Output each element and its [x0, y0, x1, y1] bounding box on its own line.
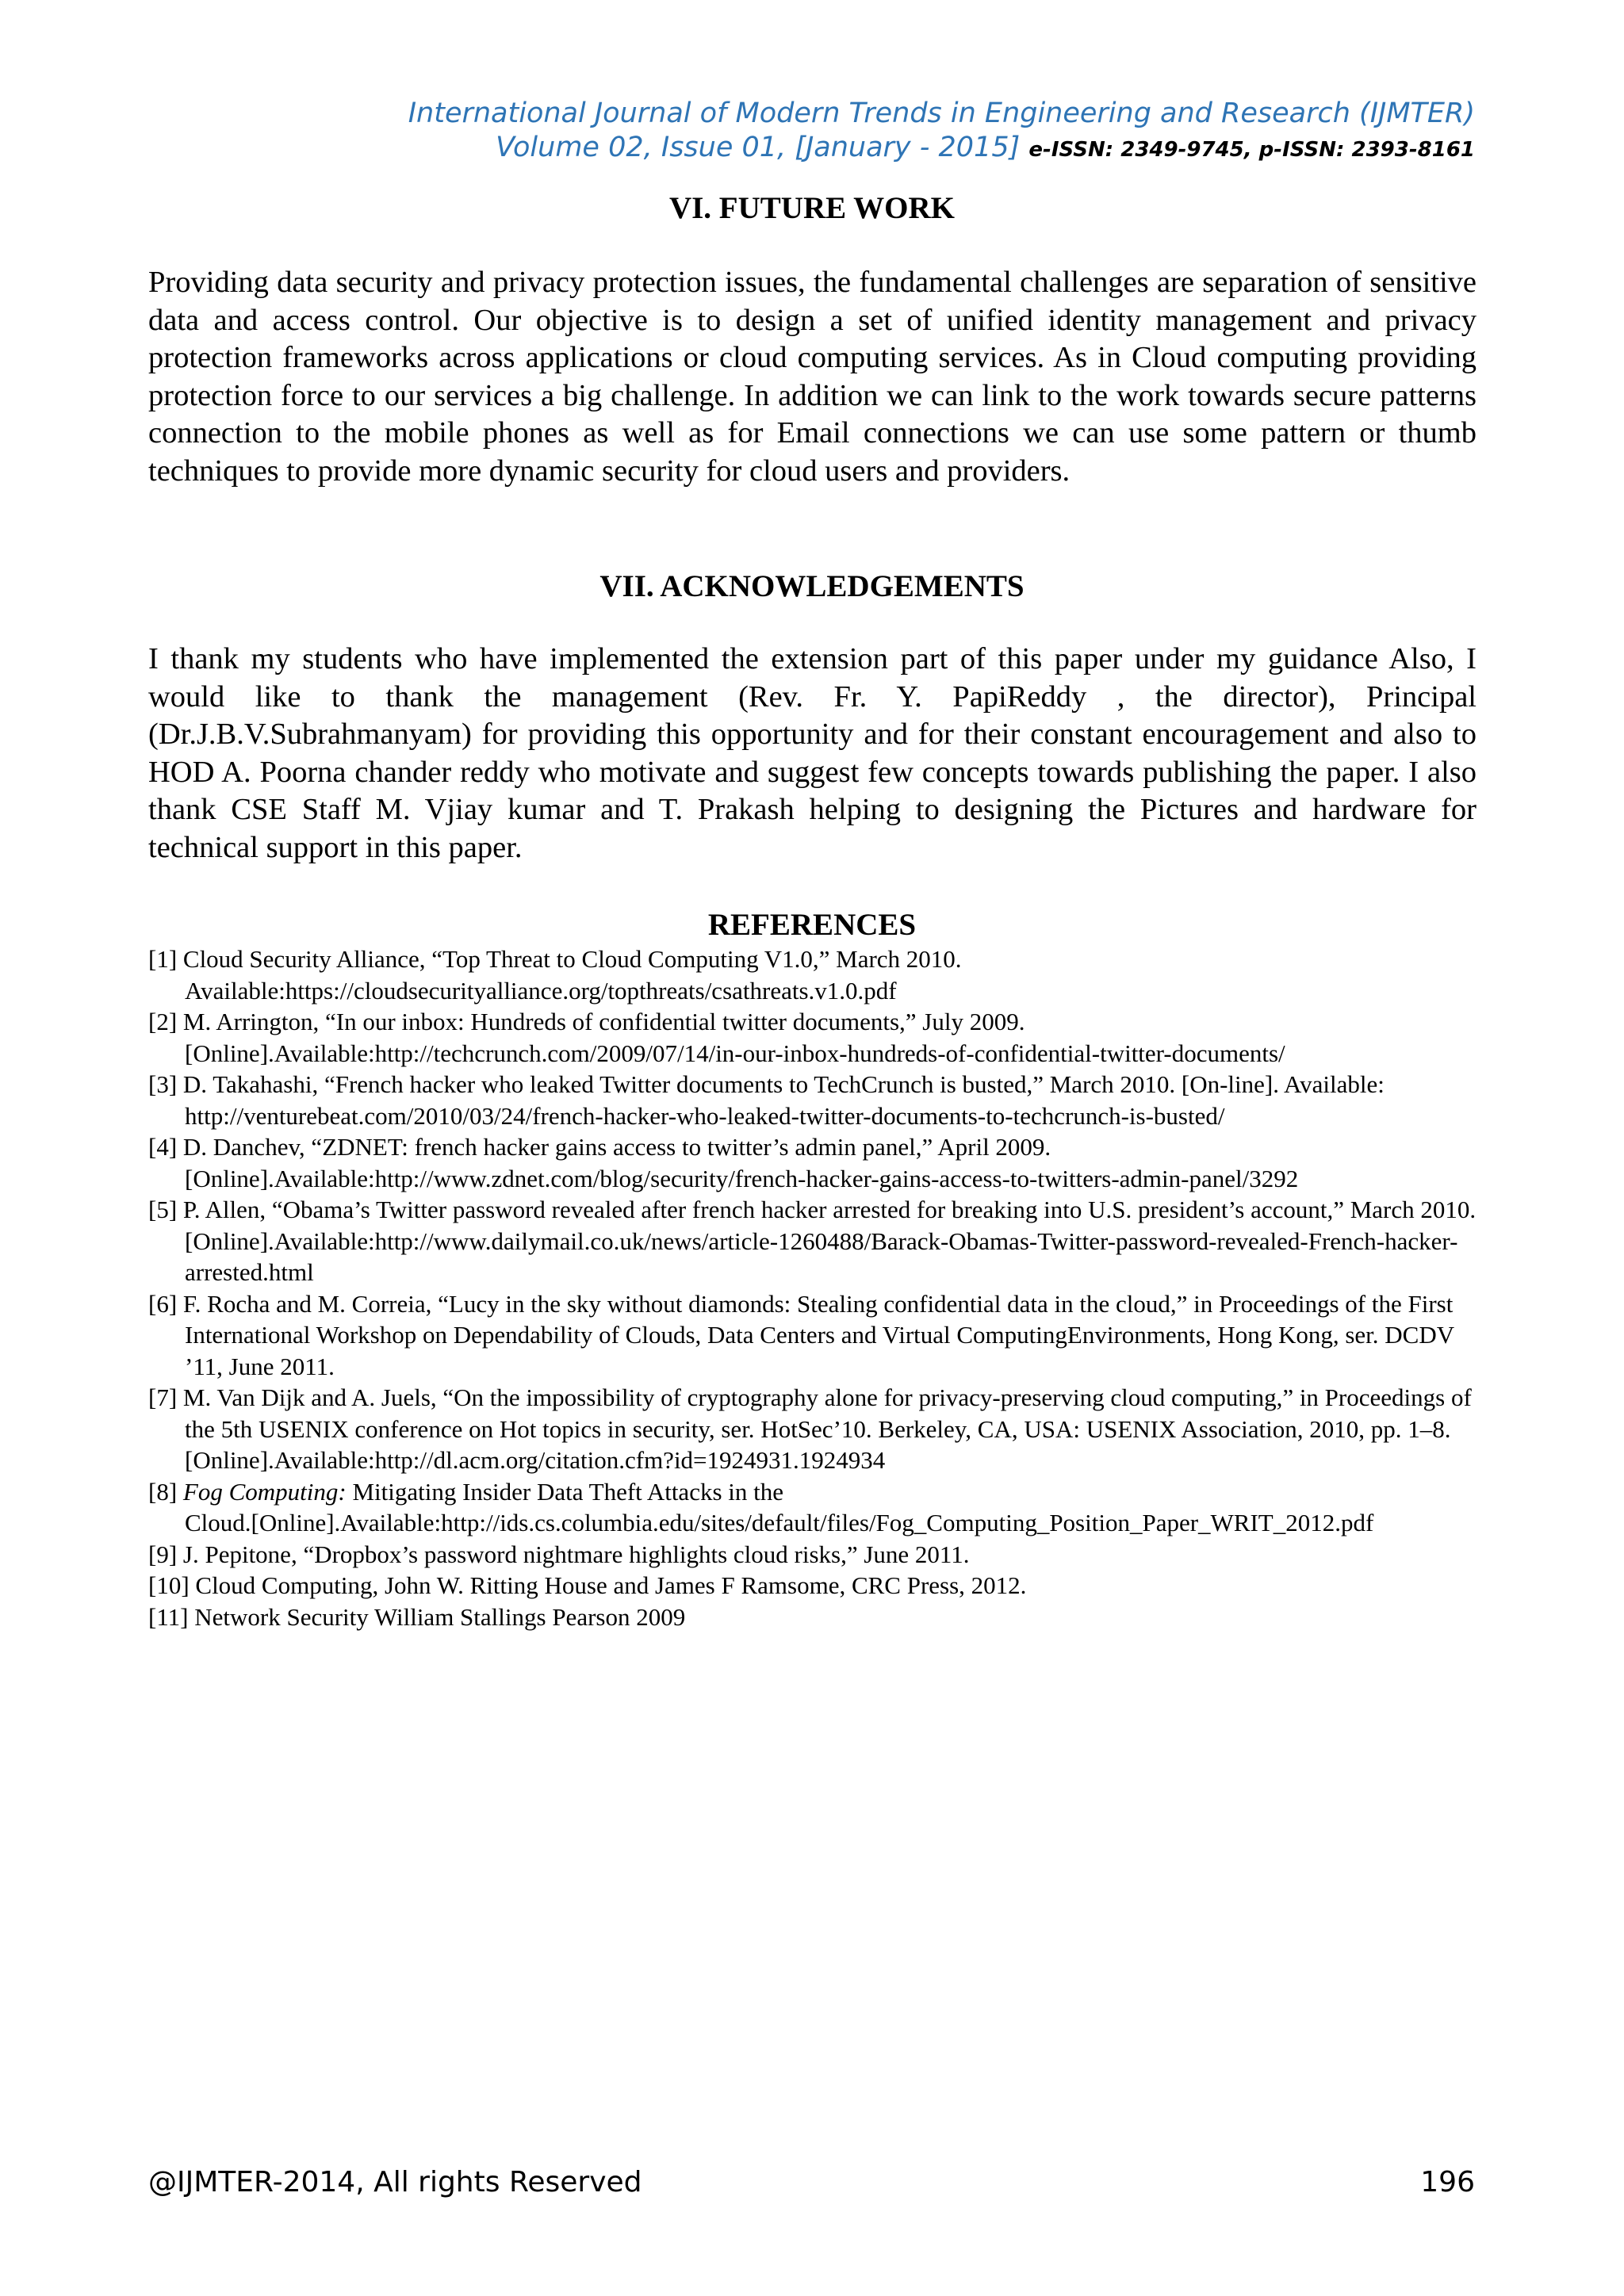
reference-item: [7] M. Van Dijk and A. Juels, “On the impossibility of cryptography alone for privacy-preserving cloud computing,” in Proceedings of the 5th USENIX conference on Hot topics in security, ser. HotSec’10. Berkeley, CA, USA: USENIX Association, 2010, pp. 1–8. [Online].Available:http://dl.acm.org/citation.cfm?id=1924931.1924934	[148, 1383, 1472, 1474]
reference-item: [10] Cloud Computing, John W. Ritting House and James F Ramsome, CRC Press, 2012.	[148, 1571, 1027, 1599]
acknowledgements-paragraph: I thank my students who have implemented the extension part of this paper under my guidance Also, I would like to thank the management (Rev. Fr. Y. PapiReddy , the director), Principal (Dr.J.B.V.Subrahmanyam) for providing this opportunity and for their constant encouragement and also to HOD A. Poorna chander reddy who motivate and suggest few concepts towards publishing the paper. I also thank CSE Staff M. Vjiay kumar and T. Prakash helping to designing the Pictures and hardware for technical support in this paper.	[148, 642, 1477, 864]
acknowledgements-heading: VII. ACKNOWLEDGEMENTS	[599, 569, 1025, 603]
reference-item: [8] Fog Computing: Mitigating Insider Data Theft Attacks in the Cloud.[Online].Available:http://ids.cs.columbia.edu/sites/default/files/Fog_Computing_Position_Paper_WRIT_2012.pdf	[148, 1477, 1374, 1536]
reference-item: [3] D. Takahashi, “French hacker who leaked Twitter documents to TechCrunch is busted,” March 2010. [On-line]. Available: http://venturebeat.com/2010/03/24/french-hacker-who-leaked-twitter-documents-to-techcrunch-is-busted/	[148, 1070, 1385, 1130]
reference-item: [4] D. Danchev, “ZDNET: french hacker gains access to twitter’s admin panel,” April 2009. [Online].Available:http://www.zdnet.com/blog/security/french-hacker-gains-access-to-twitters-admin-panel/3292	[148, 1133, 1299, 1192]
journal-volume: Volume 02, Issue 01, [January - 2015]	[496, 132, 1021, 163]
journal-header	[408, 97, 1475, 167]
reference-item: [6] F. Rocha and M. Correia, “Lucy in the sky without diamonds: Stealing confidential data in the cloud,” in Proceedings of the First International Workshop on Dependability of Clouds, Data Centers and Virtual ComputingEnvironments, Hong Kong, ser. DCDV ’11, June 2011.	[148, 1289, 1454, 1380]
reference-item: [5] P. Allen, “Obama’s Twitter password revealed after french hacker arrested for breaking into U.S. president’s account,” March 2010.[Online].Available:http://www.dailymail.co.uk/news/article-1260488/Barack-Obamas-Twitter-password-revealed-French-hacker-arrested.html	[148, 1196, 1477, 1286]
journal-issn: e-ISSN: 2349-9745, p-ISSN: 2393-8161	[1028, 138, 1475, 162]
references-heading: REFERENCES	[707, 908, 917, 942]
footer-copyright: @IJMTER-2014, All rights Reserved	[148, 2166, 642, 2198]
journal-volume-line	[408, 131, 1475, 167]
reference-item: [11] Network Security William Stallings Pearson 2009	[148, 1602, 686, 1631]
reference-item: [9] J. Pepitone, “Dropbox’s password nightmare highlights cloud risks,” June 2011.	[148, 1540, 970, 1568]
footer-page-number: 196	[1420, 2166, 1475, 2198]
reference-item: [1] Cloud Security Alliance, “Top Threat to Cloud Computing V1.0,” March 2010. Available:https://cloudsecurityalliance.org/topthreats/csathreats.v1.0.pdf	[148, 945, 962, 1004]
journal-title: International Journal of Modern Trends in Engineering and Research (IJMTER)	[408, 98, 1475, 129]
future-work-paragraph: Providing data security and privacy protection issues, the fundamental challenges are separation of sensitive data and access control. Our objective is to design a set of unified identity management and privacy protection frameworks across applications or cloud computing services. As in Cloud computing providing protection force to our services a big challenge. In addition we can link to the work towards secure patterns connection to the mobile phones as well as for Email connections we can use some pattern or thumb techniques to provide more dynamic security for cloud users and providers.	[148, 266, 1477, 488]
future-work-heading: VI. FUTURE WORK	[668, 191, 956, 225]
references-list	[148, 943, 1480, 1632]
reference-item: [2] M. Arrington, “In our inbox: Hundreds of confidential twitter documents,” July 2009. [Online].Available:http://techcrunch.com/2009/07/14/in-our-inbox-hundreds-of-confidential-twitter-documents/	[148, 1008, 1285, 1067]
